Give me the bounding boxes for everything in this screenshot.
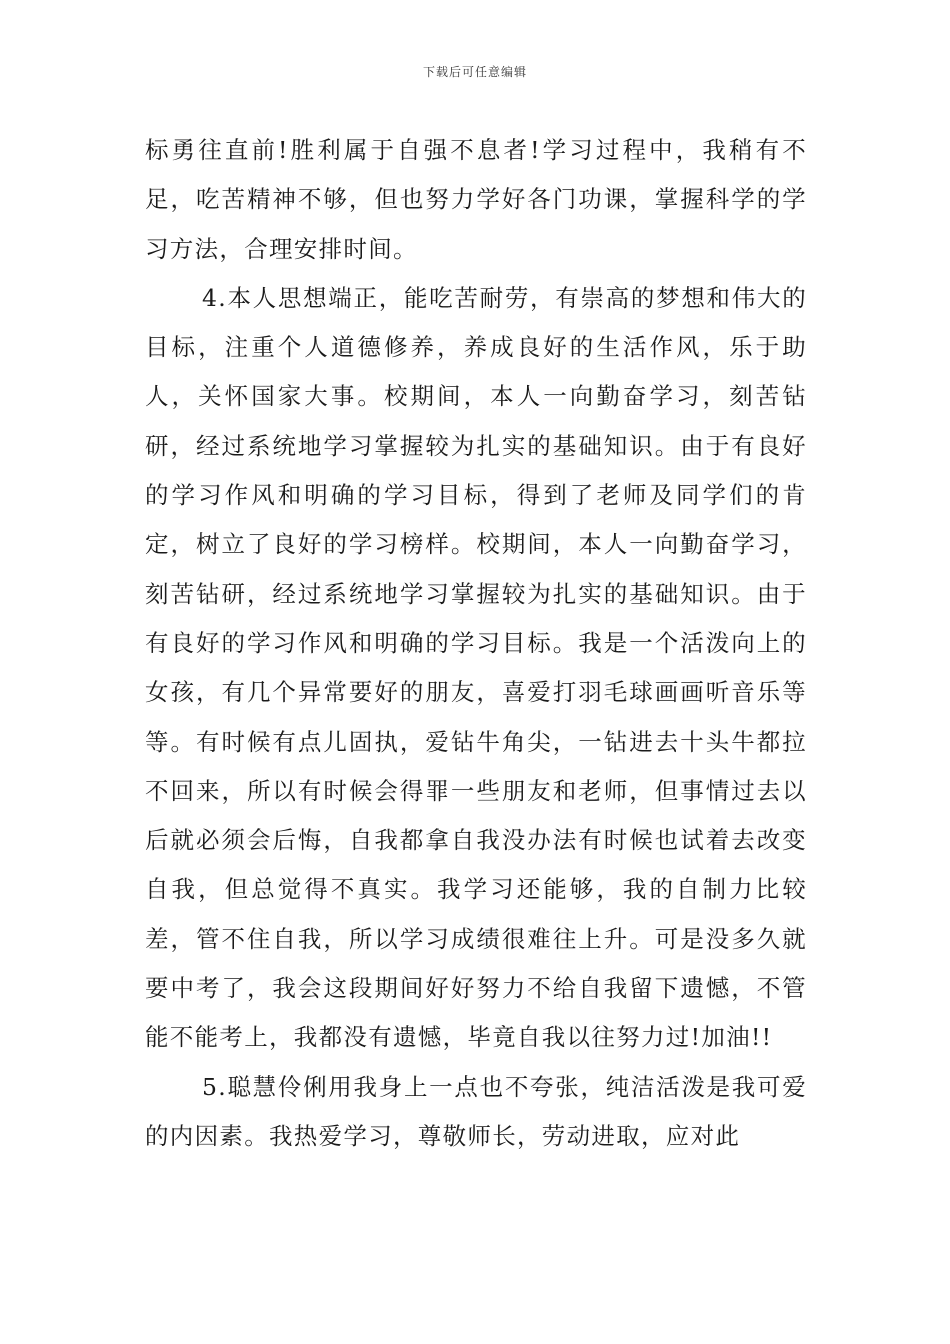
paragraph-item-4: 4.本人思想端正，能吃苦耐劳，有崇高的梦想和伟大的目标，注重个人道德修养，养成良好的生活作风，乐于助人，关怀国家大事。校期间，本人一向勤奋学习，刻苦钻研，经过系统地学习掌握较为扎实的基础知识。由于有良好的学习作风和明确的学习目标，得到了老师及同学们的肯定，树立了良好的学习榜样。校期间，本人一向勤奋学习，刻苦钻研，经过系统地学习掌握较为扎实的基础知识。由于有良好的学习作风和明确的学习目标。我是一个活泼向上的女孩，有几个异常要好的朋友，喜爱打羽毛球画画听音乐等等。有时候有点儿固执，爱钻牛角尖，一钻进去十头牛都拉不回来，所以有时候会得罪一些朋友和老师，但事情过去以后就必须会后悔，自我都拿自我没办法有时候也试着去改变自我，但总觉得不真实。我学习还能够，我的自制力比较差，管不住自我，所以学习成绩很难往上升。可是没多久就要中考了，我会这段期间好好努力不给自我留下遗憾，不管能不能考上，我都没有遗憾，毕竟自我以往努力过!加油!! — [145, 283, 807, 1052]
paragraph-item-5: 5.聪慧伶俐用我身上一点也不夸张，纯洁活泼是我可爱的内因素。我热爱学习，尊敬师长，劳动进取，应对此 — [145, 1072, 807, 1150]
paragraph-continuation: 标勇往直前!胜利属于自强不息者!学习过程中，我稍有不足，吃苦精神不够，但也努力学好各门功课，掌握科学的学习方法，合理安排时间。 — [145, 136, 807, 263]
page-header-note: 下载后可任意编辑 — [422, 65, 527, 79]
document-body — [145, 126, 807, 1161]
